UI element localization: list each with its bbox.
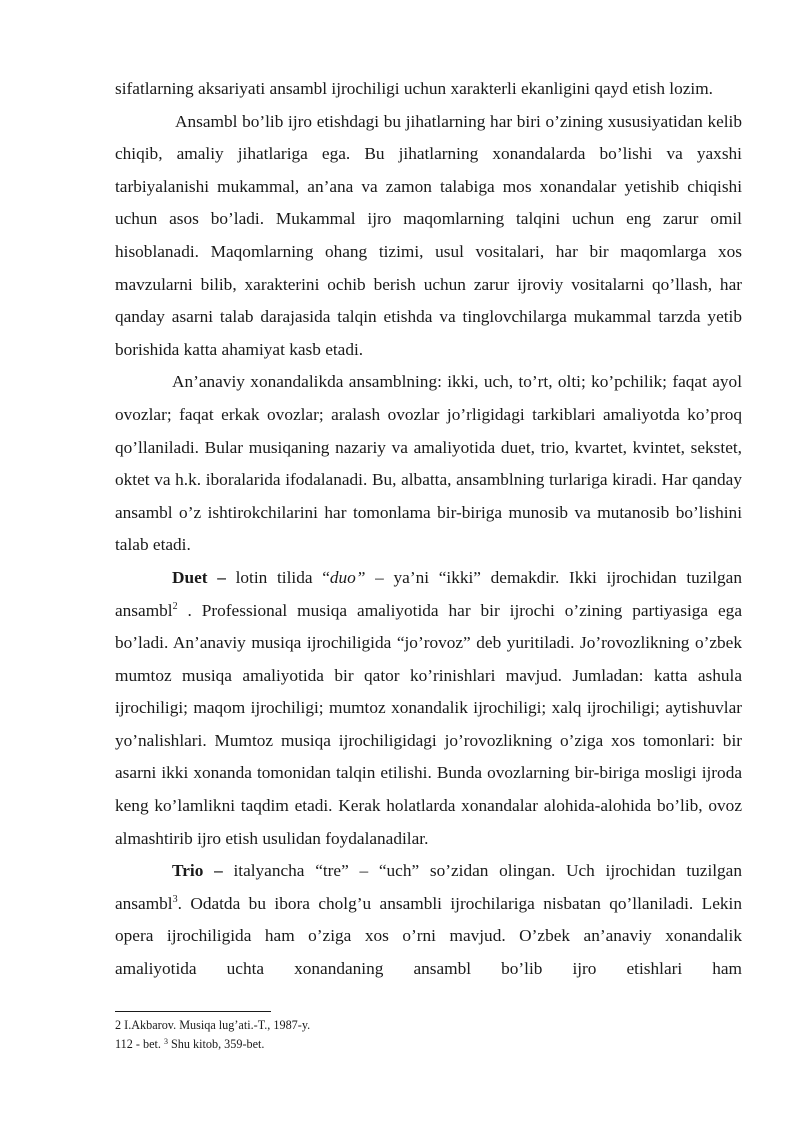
footnote-ref-2: 2 — [172, 600, 178, 612]
footnote-line-2 — [115, 1035, 742, 1054]
footnote-2-page: 112 - bet. — [115, 1036, 164, 1051]
paragraph-trio — [115, 855, 742, 985]
duet-italic-word: duo” — [329, 567, 366, 587]
duet-text-3: . Professional musiqa amaliyotida har bir ijrochi o’zining partiyasiga ega bo’ladi. An’anaviy musiqa ijrochiligida “jo’rovoz” deb yuritiladi. Jo’rovozlikning o’zbek mumtoz musiqa amaliyotida bir qator ko’rinishlari mavjud. Jumladan: katta ashula ijrochiligi; maqom ijrochiligi; mumtoz xonandalik ijrochiligi; xalq ijrochiligi; aytishuvlar yo’nalishlari. Mumtoz musiqa ijrochiligidagi jo’rovozlikning o’ziga xos tomonlari: bir asarni ikki xonanda tomonidan talqin etilishi. Bunda ovozlarning bir-biriga mosligi ijroda keng ko’lamlikni taqdim etadi. Kerak holatlarda xonandalar alohida-alohida bo’lib, ovoz almashtirib ijro etish usulidan foydalanadilar. — [115, 600, 742, 848]
duet-text-2: – ya’ni “ikki” demakdir. Ikki ijrochidan tuzilgan ansambl — [115, 567, 742, 620]
footnote-3-marker: 3 — [163, 1036, 168, 1046]
footnotes — [115, 1016, 742, 1053]
paragraph-2: Ansambl bo’lib ijro etishdagi bu jihatlarning har biri o’zining xususiyatidan kelib chiqib, amaliy jihatlariga ega. Bu jihatlarning xonandalarda bo’lishi va yaxshi tarbiyalanishi mukammal, an’ana va zamon talabiga mos xonandalar yetishib chiqishi uchun asos bo’ladi. Mukammal ijro maqomlarning talqini uchun eng zarur omil hisoblanadi. Maqomlarning ohang tizimi, usul vositalari, har bir maqomlarga xos mavzularni bilib, xarakterini ochib berish uchun zarur ijroviy vositalarni qo’llash, har qanday asarni talab darajasida talqin etishda va tinglovchilarga mukammal tarzda yetib borishida katta ahamiyat kasb etadi. — [115, 111, 742, 359]
paragraph-duet — [115, 562, 742, 855]
term-duet: Duet – — [172, 567, 226, 587]
paragraph-3: An’anaviy xonandalikda ansamblning: ikki, uch, to’rt, olti; ko’pchilik; faqat ayol ovozlar; faqat erkak ovozlar; aralash ovozlar jo’rligidagi tarkiblari amaliyotda ko’proq qo’llaniladi. Bular musiqaning nazariy va amaliyotida duet, trio, kvartet, kvintet, sekstet, oktet va h.k. iboralarida ifodalanadi. Bu, albatta, ansamblning turlariga kiradi. Har qanday ansambl o’z ishtirokchilarini har tomonlama bir-biriga munosib va mutanosib bo’lishini talab etadi. — [115, 372, 742, 555]
duet-text-1: lotin tilida “ — [225, 567, 330, 587]
trio-text-2: . Odatda bu ibora cholg’u ansambli ijrochilariga nisbatan qo’llaniladi. Lekin opera ijrochiligida ham o’ziga xos o’rni mavjud. O’zbek an’anaviy xonandalik amaliyotida uchta xonandaning ansambl bo’lib ijro etishlari ham — [115, 893, 742, 979]
body-text — [115, 73, 742, 986]
footnote-divider — [115, 1011, 271, 1012]
footnote-3: Shu kitob, 359-bet. — [167, 1036, 265, 1051]
term-trio: Trio – — [172, 861, 223, 881]
footnote-2: 2 I.Akbarov. Musiqa lug’ati.-T., 1987-y. — [115, 1018, 311, 1032]
trio-text-1: italyancha “tre” – “uch” so’zidan olingan. Uch ijrochidan tuzilgan ansambl — [115, 861, 742, 913]
footnote-ref-3: 3 — [172, 893, 178, 905]
paragraph-1: sifatlarning aksariyati ansambl ijrochiligi uchun xarakterli ekanligini qayd etish lozim. — [115, 79, 713, 98]
